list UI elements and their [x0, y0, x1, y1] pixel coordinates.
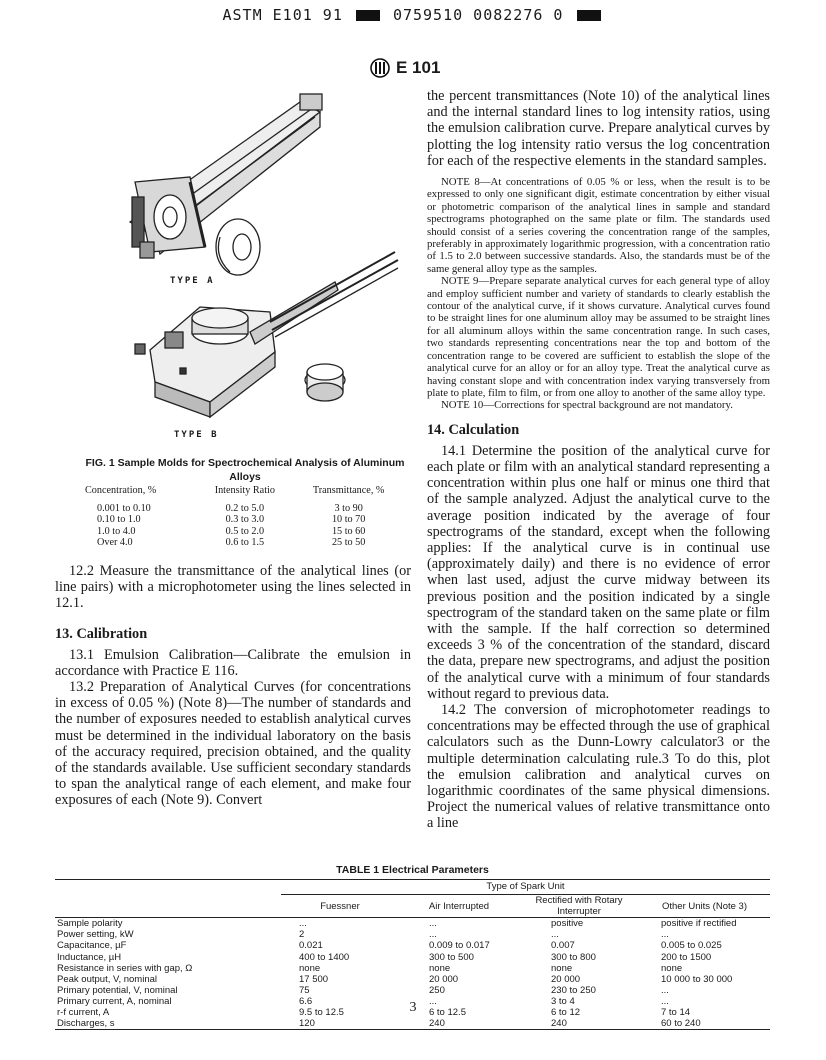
note-9: NOTE 9—Prepare separate analytical curves for each general type of alloy and employ sufficient number and variety of standards to clearly establish the contour of the analytical curve, if it shows curvature. Analytical curves found to be straight lines for one aluminum alloy may be assumed to be straight lines for all aluminum alloys within the same concentration range. In such cases, two standards representing concentrations near the top and bottom of the concentration range to be covered are sufficient to establish the slope of the analytical curve for an alloy or for an alloy type. Treat the analytical curve as having constant slope and with concentration index varying transversely from plate to plate, film to film, or from one alloy to another of the same alloy type. — [427, 275, 770, 399]
row-label: Primary current, A, nominal — [57, 995, 172, 1007]
table-row — [55, 940, 770, 951]
table-cell: 60 to 240 — [661, 1018, 701, 1030]
table-cell: 0.6 to 1.5 — [225, 537, 265, 548]
table-cell: 6 to 12 — [551, 1007, 581, 1019]
row-label: r-f current, A — [57, 1007, 110, 1019]
table-cell: ... — [551, 929, 559, 941]
row-label: Primary potential, V, nominal — [57, 984, 178, 996]
table-row — [85, 537, 405, 549]
left-column — [55, 563, 411, 809]
table-row — [55, 963, 770, 974]
table-row — [55, 1018, 770, 1030]
table-cell: 3 to 4 — [551, 995, 575, 1007]
table-row — [55, 974, 770, 985]
table-cell: 75 — [299, 984, 310, 996]
group-header: Type of Spark Unit — [281, 880, 770, 895]
table-cell: 0.10 to 1.0 — [97, 514, 141, 525]
table-cell: 3 to 90 — [334, 502, 363, 514]
table-cell: 17 500 — [299, 973, 329, 985]
table-cell: ... — [429, 995, 437, 1007]
paragraph-14-1: 14.1 Determine the position of the analytical curve for each plate or film with an analytical standard representing a concentration within plus one half or minus one third that of the sample analyzed. Adjust the analytical curve to the average position indicated by the average of four spectrograms of the standard, except when the following applies: If the analytical curve is in continual use (approximately daily) and there is no evidence of error when last used, adjust the curve midway between its previous position and the position indicated by a single spectrogram of the standard taken on the same plate or film with the sample. If the half correction so determined exceeds 3 % of the concentration of the standard, discard the data, prepare new spectrograms, and adjust the position of the analytical curve with a minimum of four standards without regard to previous data. — [427, 442, 770, 702]
doc-id-text: E 101 — [396, 58, 441, 77]
table-cell: 0.009 to 0.017 — [429, 940, 490, 952]
sample-molds-figure — [110, 82, 410, 442]
astm-logo-icon — [370, 58, 390, 78]
table-cell: 0.3 to 3.0 — [225, 514, 265, 525]
table-header-row — [85, 485, 405, 497]
paragraph-12-2: 12.2 Measure the transmittance of the analytical lines (or line pairs) with a microphotometer using the lines selected in 12.1. — [55, 563, 411, 612]
table-cell: 1.0 to 4.0 — [97, 525, 136, 537]
table-row — [55, 929, 770, 940]
table-cell: 20 000 — [551, 973, 581, 985]
table-cell: 0.007 — [551, 940, 575, 952]
table-cell: none — [551, 962, 573, 974]
table-cell: 15 to 60 — [331, 525, 366, 537]
table-cell: 6.6 — [299, 995, 313, 1007]
table-cell: ... — [661, 995, 669, 1007]
figure-caption: FIG. 1 Sample Molds for Spectrochemical Analysis of Aluminum Alloys — [85, 457, 405, 483]
table-cell: 10 to 70 — [331, 514, 366, 525]
section-heading-13: 13. Calibration — [55, 625, 148, 642]
row-label: Sample polarity — [57, 918, 123, 930]
note-8: NOTE 8—At concentrations of 0.05 % or less, when the result is to be expressed to only one significant digit, estimate concentration by either visual or photometric comparison of the analytical lines in sample and standard spectrograms photographed on the same plate or film. The standards used should consist of a series covering the concentration range of the samples, preferably in approximately logarithmic progression, with a concentration ratio of 1.5 to 2.0 between successive standards. Also, the standards must be of the same general alloy type as the samples. — [427, 176, 770, 275]
table-cell: 240 — [551, 1018, 567, 1030]
table-cell: 10 000 to 30 000 — [661, 973, 733, 985]
column-header: Fuessner — [320, 900, 360, 912]
note-10: NOTE 10—Corrections for spectral background are not mandatory. — [441, 399, 733, 412]
table-cell: ... — [661, 984, 669, 996]
table-row — [85, 503, 405, 515]
paragraph-13-1: 13.1 Emulsion Calibration—Calibrate the emulsion in accordance with Practice E 116. — [55, 646, 411, 679]
table-cell: 0.021 — [299, 940, 323, 952]
paragraph-14-2: 14.2 The conversion of microphotometer readings to concentrations may be effected through the use of graphical calculators such as the Dunn-Lowry calculator3 or the multiple determination calculating rule.3 To do this, plot the emulsion calibration and analytical curves on logarithmic coordinates of the same physical dimensions. Project the numerical values of relative transmittance onto a line — [427, 701, 770, 832]
paragraph-13-2: 13.2 Preparation of Analytical Curves (for concentrations in excess of 0.05 %) (Note 8)—The number of standards and the number of exposures needed to establish analytical curves must be determined in the individual laboratory on the basis of the accuracy required, precision obtained, and the quality of the standards available. Use sufficient secondary standards to span the analytical range of each element, and make four exposures of each (Note 9). Convert — [55, 679, 411, 809]
row-label: Inductance, µH — [57, 951, 122, 963]
table-cell: 230 to 250 — [551, 984, 596, 996]
table-cell: ... — [429, 929, 437, 941]
table-cell: ... — [661, 929, 669, 941]
table-row — [85, 514, 405, 526]
table-cell: none — [299, 962, 321, 974]
section-heading-14: 14. Calculation — [427, 421, 520, 438]
header-left-text: ASTM E101 91 — [222, 6, 343, 24]
running-header — [0, 6, 826, 24]
table-cell: 300 to 800 — [551, 951, 596, 963]
row-label: Peak output, V, nominal — [57, 973, 157, 985]
right-column — [427, 88, 770, 832]
intensity-ratio-table — [85, 485, 405, 549]
header-middle-text: 0759510 0082276 0 — [392, 6, 564, 24]
table-cell: ... — [299, 918, 307, 930]
table-cell: none — [429, 962, 451, 974]
table-cell: 0.2 to 5.0 — [225, 502, 265, 514]
row-label: Resistance in series with gap, Ω — [57, 962, 193, 974]
row-label: Discharges, s — [57, 1018, 115, 1030]
column-header: Concentration, % — [85, 485, 157, 496]
row-label: Capacitance, µF — [57, 940, 127, 952]
table-cell: 250 — [429, 984, 445, 996]
table-cell: 240 — [429, 1018, 445, 1030]
table-row — [55, 918, 770, 930]
table-1-title: TABLE 1 Electrical Parameters — [336, 864, 489, 876]
table-cell: 7 to 14 — [661, 1007, 691, 1019]
table-cell: 2 — [299, 929, 305, 941]
type-a-mold-drawing — [130, 94, 322, 275]
table-cell: ... — [429, 918, 437, 930]
column-header: Intensity Ratio — [214, 485, 275, 496]
column-header: Transmittance, % — [312, 485, 385, 496]
column-header: Air Interrupted — [428, 900, 490, 912]
column-header: Other Units (Note 3) — [662, 900, 747, 912]
table-cell: positive if rectified — [661, 918, 737, 930]
table-cell: 20 000 — [429, 973, 459, 985]
table-cell: 400 to 1400 — [299, 951, 350, 963]
document-id — [370, 58, 440, 78]
type-b-label: TYPE B — [174, 430, 219, 440]
table-row — [55, 952, 770, 963]
page-number: 3 — [409, 1000, 417, 1015]
table-row — [55, 985, 770, 996]
paragraph-continued: the percent transmittances (Note 10) of the analytical lines and the internal standard lines to log intensity ratios, using the emulsion calibration curve. Prepare analytical curves by plotting the log intensity ratio versus the log concentration for each of the respective elements in the standard samples. — [427, 88, 770, 169]
table-cell: 0.5 to 2.0 — [225, 525, 265, 537]
table-cell: 0.005 to 0.025 — [661, 940, 722, 952]
table-cell: 120 — [299, 1018, 315, 1030]
header-black-bar — [577, 10, 601, 21]
row-label: Power setting, kW — [57, 929, 134, 941]
table-cell: 300 to 500 — [429, 951, 474, 963]
table-row — [85, 526, 405, 538]
table-cell: none — [661, 962, 683, 974]
table-cell: Over 4.0 — [97, 537, 133, 548]
type-a-label: TYPE A — [170, 276, 215, 286]
table-cell: 200 to 1500 — [661, 951, 712, 963]
table-cell: 0.001 to 0.10 — [97, 502, 151, 514]
table-cell: 25 to 50 — [331, 537, 366, 548]
column-header: Rectified with Rotary Interrupter — [535, 895, 623, 918]
table-cell: 6 to 12.5 — [429, 1007, 466, 1019]
table-cell: 9.5 to 12.5 — [299, 1007, 344, 1019]
table-cell: positive — [551, 918, 584, 930]
header-black-bar — [356, 10, 380, 21]
